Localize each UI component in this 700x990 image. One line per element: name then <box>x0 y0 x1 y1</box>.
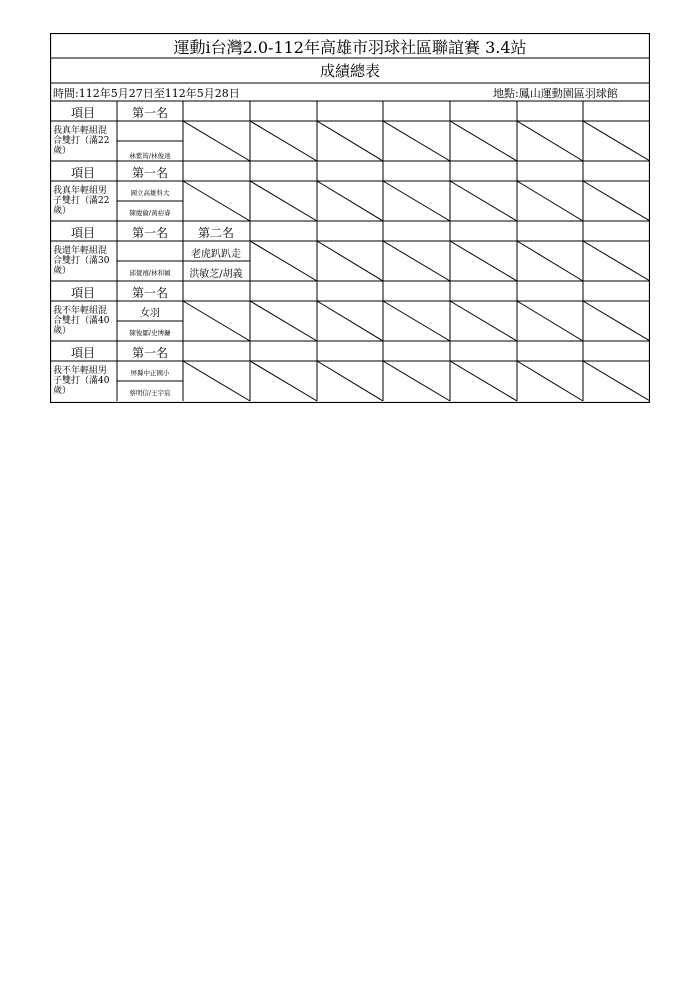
diagonal-slash <box>317 121 383 161</box>
diagonal-slash <box>450 181 517 221</box>
diagonal-slash <box>183 361 250 401</box>
header-first-place: 第一名 <box>131 226 169 240</box>
header-item: 項目 <box>70 346 96 360</box>
diagonal-slash <box>517 181 583 221</box>
diagonal-slash <box>250 301 317 341</box>
diagonal-slash <box>383 181 450 221</box>
diagonal-slash <box>517 301 583 341</box>
time-label: 時間:112年5月27日至112年5月28日 <box>53 87 240 100</box>
diagonal-slash <box>250 241 317 281</box>
winner-team: 屏縣中正國小 <box>130 369 170 377</box>
header-item: 項目 <box>70 226 96 240</box>
results-sheet <box>50 33 650 403</box>
diagonal-slash <box>583 301 650 341</box>
diagonal-slash <box>450 241 517 281</box>
diagonal-slash <box>383 361 450 401</box>
winner-team: 女羽 <box>140 308 160 319</box>
winner-names: 林紫筠/林俊達 <box>129 152 171 160</box>
diagonal-slash <box>517 361 583 401</box>
event-name: 我真年輕組混合雙打（滿22歲） <box>53 126 110 156</box>
winner-team: 國立高雄科大 <box>130 189 170 197</box>
event-name: 我還年輕組混合雙打（滿30歲） <box>53 246 110 276</box>
event-name: 我不年輕組混合雙打（滿40歲） <box>53 306 110 336</box>
event-name: 我真年輕組男子雙打（滿22歲） <box>53 186 110 216</box>
document-subtitle: 成績總表 <box>319 62 381 80</box>
diagonal-slash <box>383 301 450 341</box>
venue-label: 地點:鳳山運動園區羽球館 <box>493 87 618 100</box>
diagonal-slash <box>317 181 383 221</box>
winner-names: 蔡明信/王宇宸 <box>129 389 171 397</box>
header-first-place: 第一名 <box>131 166 169 180</box>
diagonal-slash <box>317 241 383 281</box>
event-name: 我不年輕組男子雙打（滿40歲） <box>53 366 110 396</box>
second-team: 老虎趴趴走 <box>191 249 241 260</box>
header-item: 項目 <box>70 286 96 300</box>
diagonal-slash <box>583 181 650 221</box>
diagonal-slash <box>250 361 317 401</box>
diagonal-slash <box>517 121 583 161</box>
header-second-place: 第二名 <box>197 226 235 240</box>
diagonal-slash <box>317 301 383 341</box>
diagonal-slash <box>450 361 517 401</box>
diagonal-slash <box>583 241 650 281</box>
header-first-place: 第一名 <box>131 106 169 120</box>
header-first-place: 第一名 <box>131 286 169 300</box>
diagonal-slash <box>183 181 250 221</box>
diagonal-slash <box>250 121 317 161</box>
document-title: 運動i台灣2.0-112年高雄市羽球社區聯誼賽 3.4站 <box>173 38 527 57</box>
diagonal-slash <box>383 241 450 281</box>
diagonal-slash <box>450 301 517 341</box>
diagonal-slash <box>250 181 317 221</box>
diagonal-slash <box>317 361 383 401</box>
header-item: 項目 <box>70 166 96 180</box>
diagonal-slash <box>583 121 650 161</box>
winner-names: 陳慶倫/黃裕睿 <box>129 209 171 217</box>
second-names: 洪敏芝/胡義 <box>189 269 243 280</box>
diagonal-slash <box>517 241 583 281</box>
header-item: 項目 <box>70 106 96 120</box>
winner-names: 邱覺禧/林和穎 <box>129 269 171 277</box>
diagonal-slash <box>583 361 650 401</box>
diagonal-slash <box>450 121 517 161</box>
diagonal-slash <box>183 121 250 161</box>
winner-names: 陳俊鄒/史博鐮 <box>129 329 171 337</box>
diagonal-slash <box>183 301 250 341</box>
header-first-place: 第一名 <box>131 346 169 360</box>
diagonal-slash <box>383 121 450 161</box>
